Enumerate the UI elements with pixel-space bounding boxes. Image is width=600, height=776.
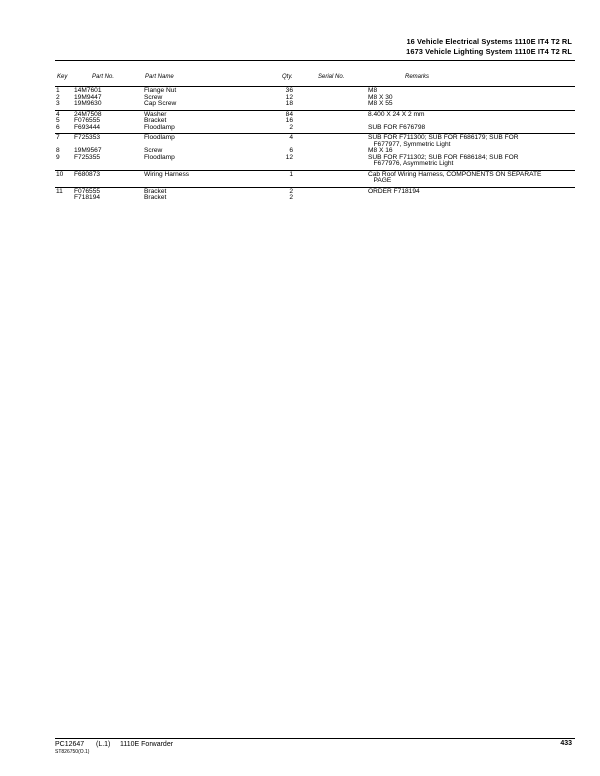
cell-key: 9 [56, 153, 60, 161]
section-title: 16 Vehicle Electrical Systems 1110E IT4 T2 RL [406, 37, 572, 46]
cell-remarks: F677976, Asymmetric Light [368, 160, 454, 167]
cell-part-name: Floodlamp [144, 153, 175, 161]
cell-remarks: SUB FOR F711302; SUB FOR F686184; SUB FOR [368, 153, 519, 161]
cell-part-name: Screw [144, 147, 163, 154]
cell-part-name: Wiring Harness [144, 170, 190, 178]
cell-part-name: Bracket [144, 187, 167, 195]
cell-key: 2 [56, 93, 60, 101]
footer-code: ST826750(O.1) [55, 749, 90, 755]
cell-part-no: 19M9447 [74, 93, 102, 101]
cell-remarks: M8 X 55 [368, 100, 393, 107]
cell-part-no: F076555 [74, 117, 101, 124]
cell-remarks: M8 [368, 87, 378, 94]
cell-remarks: F677977, Symmetric Light [368, 140, 451, 148]
cell-key: 3 [56, 100, 60, 107]
parts-group [55, 171, 575, 188]
cell-part-name: Flange Nut [144, 87, 177, 94]
cell-part-no: 24M7508 [74, 110, 102, 118]
cell-remarks: ORDER F718194 [368, 187, 420, 195]
cell-part-no: F725355 [74, 153, 101, 161]
table-row [55, 178, 575, 185]
parts-group [55, 111, 575, 135]
page-header [406, 37, 572, 57]
column-header-remarks: Remarks [405, 74, 430, 80]
footer-title: 1110E Forwarder [120, 741, 174, 748]
cell-qty: 2 [289, 187, 293, 195]
page-number: 433 [560, 740, 572, 747]
cell-key: 7 [56, 134, 60, 141]
parts-group [55, 188, 575, 202]
parts-group [55, 134, 575, 171]
cell-key: 4 [56, 110, 60, 118]
cell-qty: 36 [285, 87, 293, 94]
cell-part-no: F725353 [74, 134, 101, 141]
cell-qty: 84 [285, 110, 293, 118]
footer-doc-id: PC12647 [55, 741, 85, 748]
table-row [55, 195, 575, 202]
cell-qty: 2 [289, 194, 293, 201]
cell-part-name: Floodlamp [144, 134, 175, 141]
cell-qty: 1 [289, 170, 293, 178]
parts-group [55, 88, 575, 111]
cell-key: 6 [56, 123, 60, 131]
cell-key: 11 [56, 187, 63, 195]
cell-remarks: M8 X 30 [368, 93, 393, 101]
cell-qty: 18 [285, 100, 293, 107]
cell-part-name: Floodlamp [144, 123, 175, 131]
cell-remarks: M8 X 16 [368, 147, 393, 154]
cell-part-no: 19M9630 [74, 100, 102, 107]
column-header-serial-no: Serial No. [318, 74, 345, 80]
cell-remarks: 8.400 X 24 X 2 mm [368, 110, 425, 118]
parts-table [55, 88, 575, 202]
cell-key: 1 [56, 87, 60, 94]
cell-qty: 2 [289, 123, 293, 131]
column-header-part-no: Part No. [92, 74, 115, 80]
cell-remarks: Cab Roof Wiring Harness, COMPONENTS ON SEPARATE [368, 170, 542, 178]
column-header-key: Key [57, 74, 68, 80]
cell-key: 8 [56, 147, 60, 154]
cell-qty: 12 [285, 93, 293, 101]
footer-divider [55, 738, 575, 739]
cell-part-name: Cap Screw [144, 100, 177, 107]
footer-revision: (L.1) [96, 741, 111, 748]
column-header-part-name: Part Name [145, 74, 174, 80]
cell-part-no: F718194 [74, 194, 101, 201]
cell-part-no: F693444 [74, 123, 101, 131]
cell-part-name: Bracket [144, 194, 167, 201]
cell-part-no: 14M7601 [74, 87, 102, 94]
subsection-title: 1673 Vehicle Lighting System 1110E IT4 T2 RL [406, 47, 572, 56]
header-divider [55, 60, 575, 61]
column-header-divider [55, 86, 575, 87]
table-row [55, 101, 575, 108]
cell-qty: 12 [285, 153, 293, 161]
cell-part-name: Washer [144, 110, 167, 118]
cell-qty: 4 [289, 134, 293, 141]
cell-part-no: F076555 [74, 187, 101, 195]
cell-remarks: SUB FOR F711300; SUB FOR F686179; SUB FOR [368, 134, 519, 141]
cell-qty: 6 [289, 147, 293, 154]
cell-remarks: PAGE [368, 177, 392, 184]
table-row [55, 125, 575, 132]
cell-remarks: SUB FOR F676798 [368, 123, 426, 131]
cell-qty: 16 [285, 117, 293, 124]
cell-part-name: Screw [144, 93, 163, 101]
cell-part-no: F680873 [74, 170, 101, 178]
cell-key: 10 [56, 170, 64, 178]
cell-key: 5 [56, 117, 60, 124]
cell-part-name: Bracket [144, 117, 167, 124]
table-row [55, 161, 575, 168]
cell-part-no: 19M9567 [74, 147, 102, 154]
column-header-qty: Qty. [282, 74, 293, 80]
